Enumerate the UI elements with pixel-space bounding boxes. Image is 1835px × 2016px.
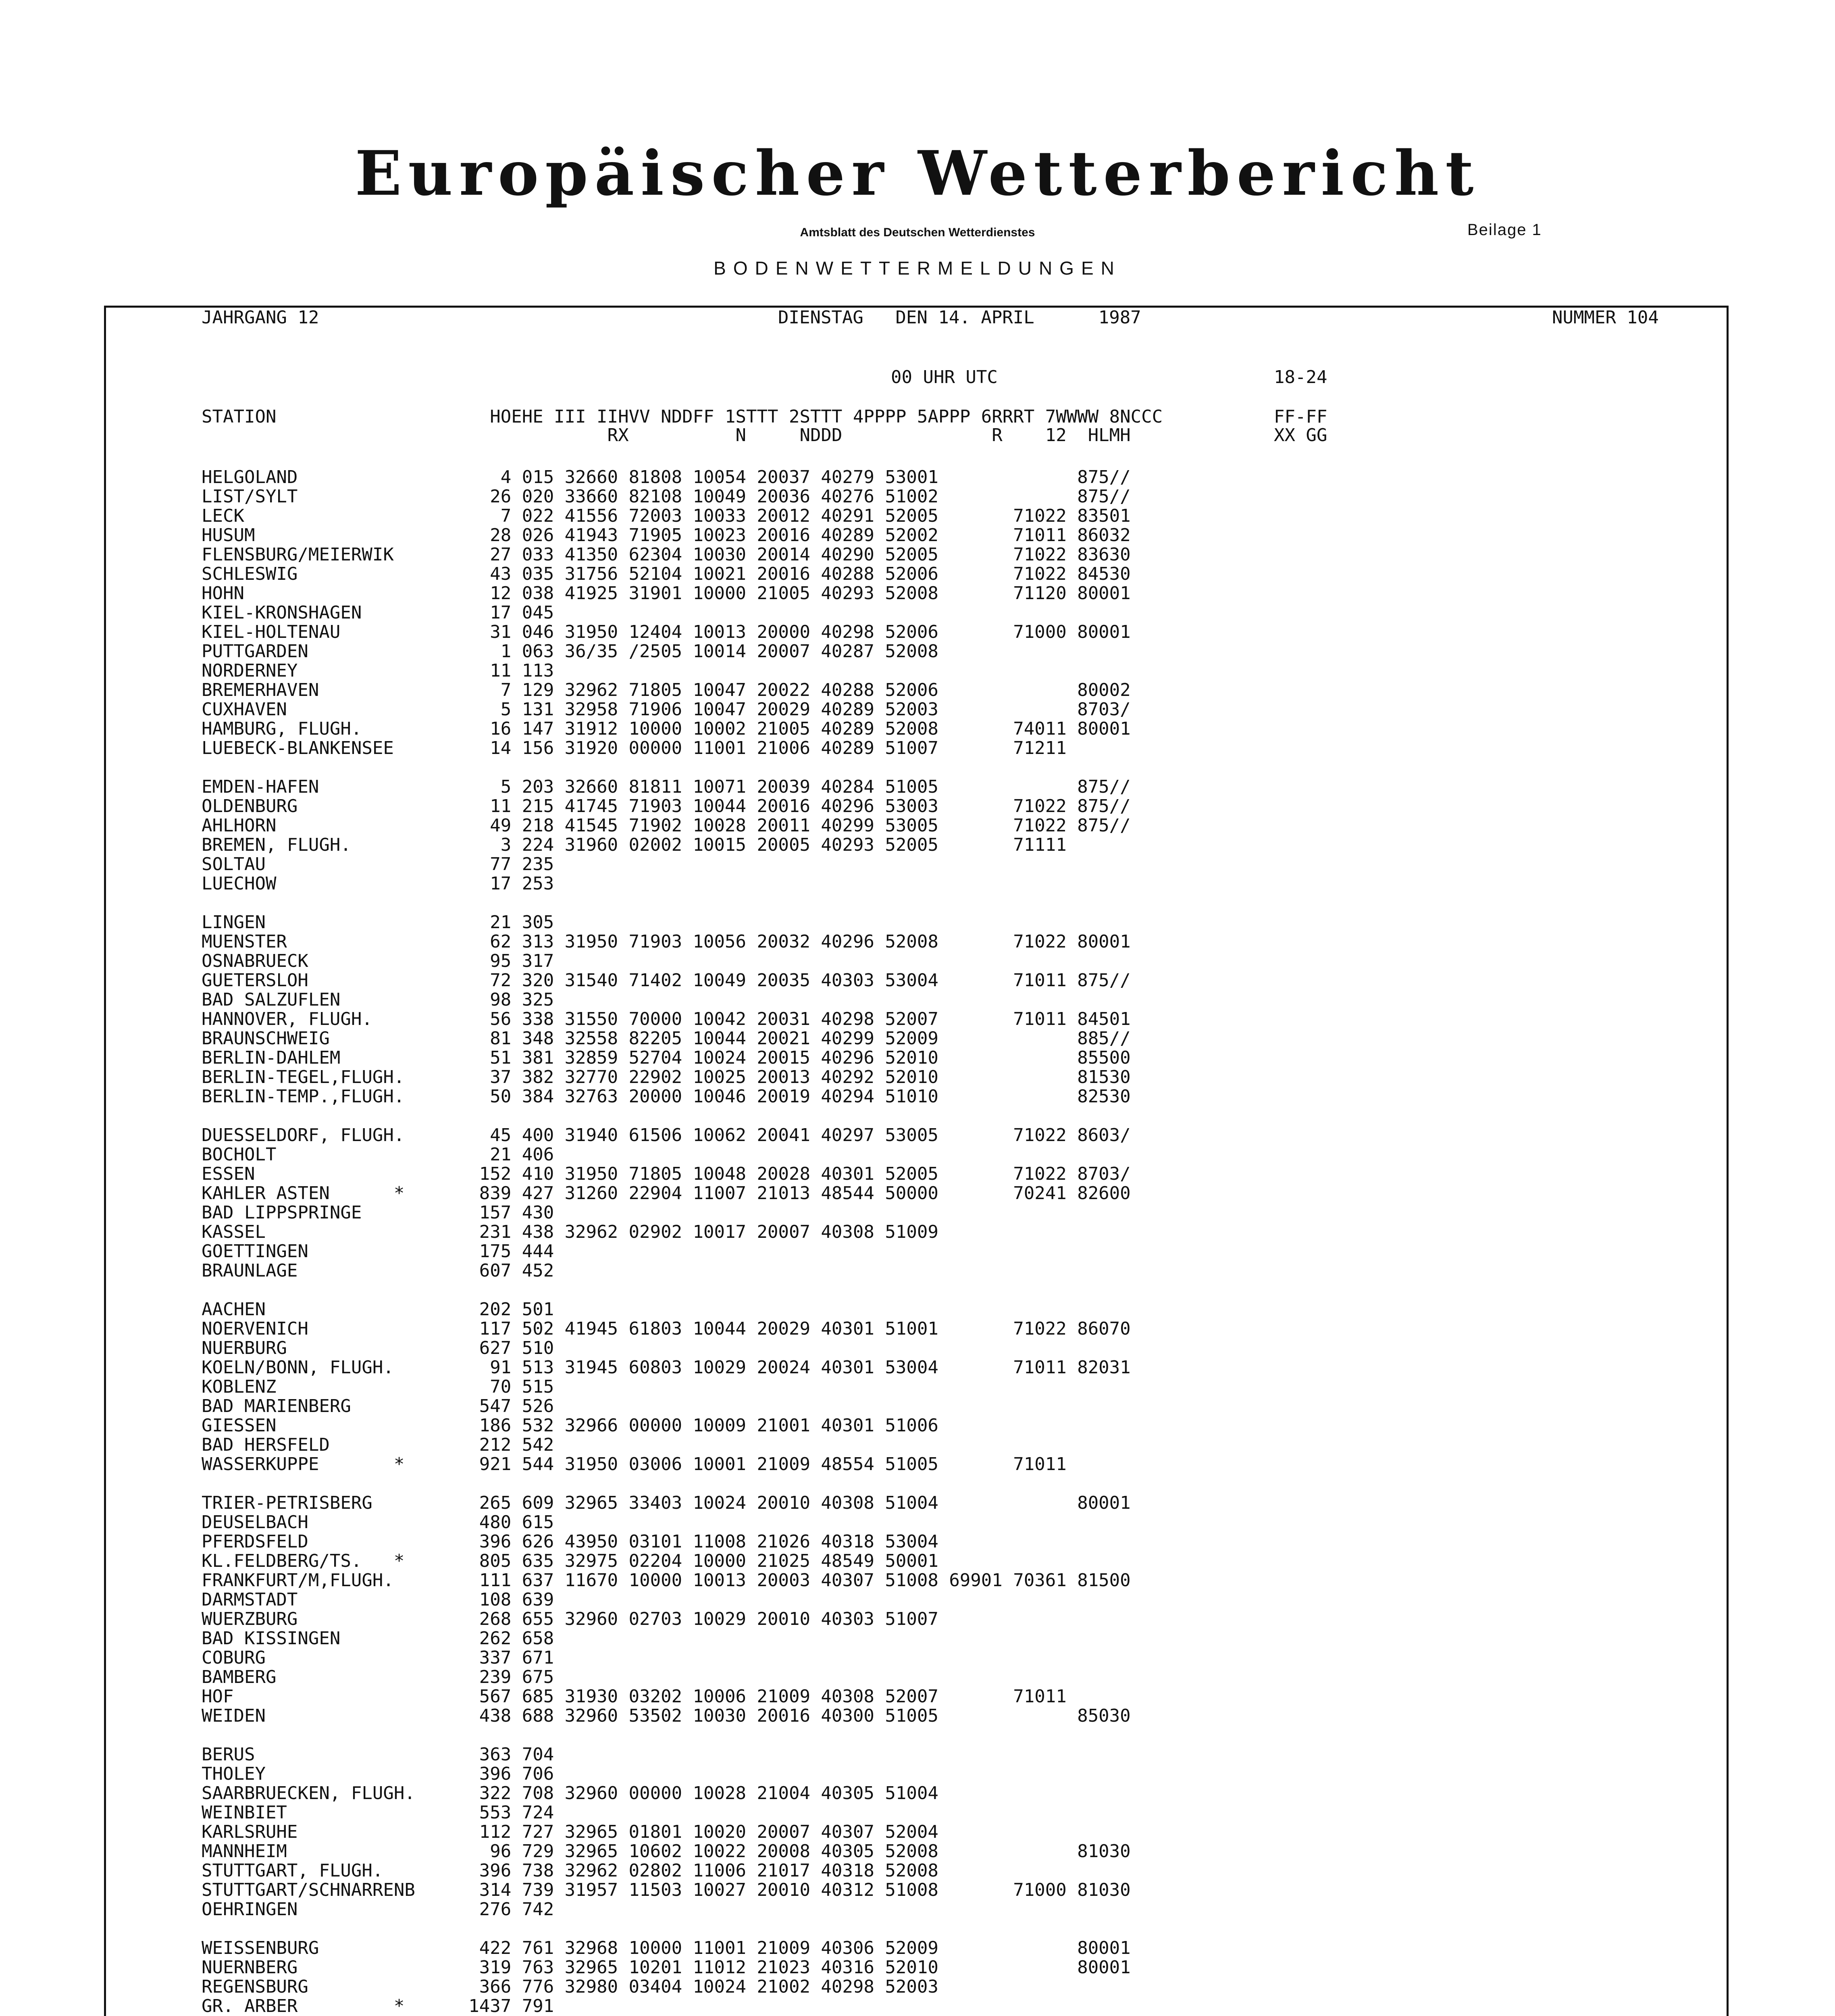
table-row: GOETTINGEN 175 444 <box>202 1241 554 1262</box>
table-row: BAD KISSINGEN 262 658 <box>202 1628 554 1649</box>
observation-time: 00 UHR UTC <box>891 367 998 387</box>
table-row: KIEL-KRONSHAGEN 17 045 <box>202 602 554 623</box>
table-row: OLDENBURG 11 215 41745 71903 10044 20016 40296 53003 71022 875// <box>202 796 1131 816</box>
volume-label: JAHRGANG 12 <box>202 307 319 328</box>
table-row: BERUS 363 704 <box>202 1744 554 1765</box>
table-row: PFERDSFELD 396 626 43950 03101 11008 21026 40318 53004 <box>202 1531 938 1552</box>
report-date: DIENSTAG DEN 14. APRIL 1987 <box>778 307 1141 328</box>
table-row: SAARBRUECKEN, FLUGH. 322 708 32960 00000 10028 21004 40305 51004 <box>202 1783 938 1804</box>
table-row: LUEBECK-BLANKENSEE 14 156 31920 00000 11001 21006 40289 51007 71211 <box>202 738 1067 758</box>
table-row: GIESSEN 186 532 32966 00000 10009 21001 40301 51006 <box>202 1415 938 1436</box>
table-row: WUERZBURG 268 655 32960 02703 10029 20010 40303 51007 <box>202 1609 938 1629</box>
supplement-label: Beilage 1 <box>1467 221 1542 239</box>
table-row: BRAUNLAGE 607 452 <box>202 1260 554 1281</box>
table-row: AHLHORN 49 218 41545 71902 10028 20011 40299 53005 71022 875// <box>202 815 1131 836</box>
station-table <box>202 468 1131 2016</box>
column-header-right-2: XX GG <box>1274 425 1327 446</box>
table-row: LINGEN 21 305 <box>202 912 554 933</box>
table-row: NOERVENICH 117 502 41945 61803 10044 20029 40301 51001 71022 86070 <box>202 1318 1131 1339</box>
table-row: STUTTGART, FLUGH. 396 738 32962 02802 11006 21017 40318 52008 <box>202 1860 938 1881</box>
table-row: SOLTAU 77 235 <box>202 854 554 875</box>
row-spacer <box>202 1726 1131 1745</box>
table-row: GR. ARBER * 1437 791 <box>202 1996 554 2016</box>
table-row: KIEL-HOLTENAU 31 046 31950 12404 10013 20000 40298 52006 71000 80001 <box>202 622 1131 642</box>
table-row: MANNHEIM 96 729 32965 10602 10022 20008 40305 52008 81030 <box>202 1841 1131 1862</box>
table-row: OEHRINGEN 276 742 <box>202 1899 554 1920</box>
table-row: ESSEN 152 410 31950 71805 10048 20028 40301 52005 71022 8703/ <box>202 1164 1131 1184</box>
table-row: HOHN 12 038 41925 31901 10000 21005 40293 52008 71120 80001 <box>202 583 1131 604</box>
table-row: KASSEL 231 438 32962 02902 10017 20007 40308 51009 <box>202 1222 938 1242</box>
row-spacer <box>202 1106 1131 1126</box>
column-header-line-1: STATION HOEHE III IIHVV NDDFF 1STTT 2STTT 4PPPP 5APPP 6RRRT 7WWWW 8NCCC <box>202 406 1163 427</box>
table-row: TRIER-PETRISBERG 265 609 32965 33403 10024 20010 40308 51004 80001 <box>202 1493 1131 1513</box>
table-row: KOELN/BONN, FLUGH. 91 513 31945 60803 10029 20024 40301 53004 71011 82031 <box>202 1357 1131 1378</box>
table-row: HAMBURG, FLUGH. 16 147 31912 10000 10002 21005 40289 52008 74011 80001 <box>202 719 1131 739</box>
table-row: OSNABRUECK 95 317 <box>202 951 554 971</box>
table-row: BOCHOLT 21 406 <box>202 1144 554 1165</box>
section-heading: BODENWETTERMELDUNGEN <box>714 258 1121 279</box>
table-row: WEIDEN 438 688 32960 53502 10030 20016 40300 51005 85030 <box>202 1706 1131 1726</box>
table-row: BAMBERG 239 675 <box>202 1667 554 1687</box>
table-row: BAD LIPPSPRINGE 157 430 <box>202 1202 554 1223</box>
table-row: COBURG 337 671 <box>202 1647 554 1668</box>
table-row: BERLIN-TEGEL,FLUGH. 37 382 32770 22902 10025 20013 40292 52010 81530 <box>202 1067 1131 1087</box>
publisher-subtitle: Amtsblatt des Deutschen Wetterdienstes <box>800 226 1035 239</box>
table-row: BRAUNSCHWEIG 81 348 32558 82205 10044 20021 40299 52009 885// <box>202 1028 1131 1049</box>
table-row: BAD HERSFELD 212 542 <box>202 1435 554 1455</box>
table-row: BERLIN-TEMP.,FLUGH. 50 384 32763 20000 10046 20019 40294 51010 82530 <box>202 1086 1131 1107</box>
page-title: Europäischer Wetterbericht <box>355 137 1480 209</box>
table-row: KAHLER ASTEN * 839 427 31260 22904 11007 21013 48544 50000 70241 82600 <box>202 1183 1131 1204</box>
row-spacer <box>202 893 1131 913</box>
table-row: HUSUM 28 026 41943 71905 10023 20016 40289 52002 71011 86032 <box>202 525 1131 546</box>
table-row: AACHEN 202 501 <box>202 1299 554 1320</box>
table-row: NORDERNEY 11 113 <box>202 660 554 681</box>
table-row: KL.FELDBERG/TS. * 805 635 32975 02204 10000 21025 48549 50001 <box>202 1551 938 1571</box>
table-row: WASSERKUPPE * 921 544 31950 03006 10001 21009 48554 51005 71011 <box>202 1454 1067 1475</box>
table-row: DARMSTADT 108 639 <box>202 1589 554 1610</box>
table-row: BAD SALZUFLEN 98 325 <box>202 989 554 1010</box>
table-row: LIST/SYLT 26 020 33660 82108 10049 20036 40276 51002 875// <box>202 486 1131 507</box>
table-row: BERLIN-DAHLEM 51 381 32859 52704 10024 20015 40296 52010 85500 <box>202 1048 1131 1068</box>
table-row: WEISSENBURG 422 761 32968 10000 11001 21009 40306 52009 80001 <box>202 1938 1131 1958</box>
table-row: STUTTGART/SCHNARRENB 314 739 31957 11503 10027 20010 40312 51008 71000 81030 <box>202 1880 1131 1900</box>
table-row: BREMERHAVEN 7 129 32962 71805 10047 20022 40288 52006 80002 <box>202 680 1131 700</box>
table-row: EMDEN-HAFEN 5 203 32660 81811 10071 20039 40284 51005 875// <box>202 777 1131 797</box>
table-row: SCHLESWIG 43 035 31756 52104 10021 20016 40288 52006 71022 84530 <box>202 564 1131 584</box>
column-header-right-1: FF-FF <box>1274 406 1327 427</box>
table-row: NUERNBERG 319 763 32965 10201 11012 21023 40316 52010 80001 <box>202 1957 1131 1978</box>
row-spacer <box>202 758 1131 777</box>
table-row: LECK 7 022 41556 72003 10033 20012 40291 52005 71022 83501 <box>202 506 1131 526</box>
row-spacer <box>202 1281 1131 1300</box>
table-row: WEINBIET 553 724 <box>202 1802 554 1823</box>
table-row: FRANKFURT/M,FLUGH. 111 637 11670 10000 10013 20003 40307 51008 69901 70361 81500 <box>202 1570 1131 1591</box>
table-row: CUXHAVEN 5 131 32958 71906 10047 20029 40289 52003 8703/ <box>202 699 1131 720</box>
table-row: DEUSELBACH 480 615 <box>202 1512 554 1533</box>
row-spacer <box>202 1919 1131 1939</box>
table-row: PUTTGARDEN 1 063 36/35 /2505 10014 20007 40287 52008 <box>202 641 938 662</box>
table-row: HELGOLAND 4 015 32660 81808 10054 20037 40279 53001 875// <box>202 467 1131 487</box>
column-header-line-2: RX N NDDD R 12 HLMH <box>202 425 1131 446</box>
row-spacer <box>202 1474 1131 1493</box>
table-row: LUECHOW 17 253 <box>202 873 554 894</box>
table-row: GUETERSLOH 72 320 31540 71402 10049 20035 40303 53004 71011 875// <box>202 970 1131 991</box>
table-row: HOF 567 685 31930 03202 10006 21009 40308 52007 71011 <box>202 1686 1067 1707</box>
table-row: BAD MARIENBERG 547 526 <box>202 1396 554 1416</box>
table-row: MUENSTER 62 313 31950 71903 10056 20032 40296 52008 71022 80001 <box>202 931 1131 952</box>
table-row: NUERBURG 627 510 <box>202 1338 554 1358</box>
period-range: 18-24 <box>1274 367 1327 387</box>
table-row: BREMEN, FLUGH. 3 224 31960 02002 10015 20005 40293 52005 71111 <box>202 835 1067 855</box>
table-row: FLENSBURG/MEIERWIK 27 033 41350 62304 10030 20014 40290 52005 71022 83630 <box>202 544 1131 565</box>
table-row: KARLSRUHE 112 727 32965 01801 10020 20007 40307 52004 <box>202 1822 938 1842</box>
table-row: REGENSBURG 366 776 32980 03404 10024 21002 40298 52003 <box>202 1976 938 1997</box>
table-row: DUESSELDORF, FLUGH. 45 400 31940 61506 10062 20041 40297 53005 71022 8603/ <box>202 1125 1131 1145</box>
table-row: KOBLENZ 70 515 <box>202 1377 554 1397</box>
issue-number: NUMMER 104 <box>1552 307 1659 328</box>
table-row: THOLEY 396 706 <box>202 1764 554 1784</box>
table-row: HANNOVER, FLUGH. 56 338 31550 70000 10042 20031 40298 52007 71011 84501 <box>202 1009 1131 1029</box>
